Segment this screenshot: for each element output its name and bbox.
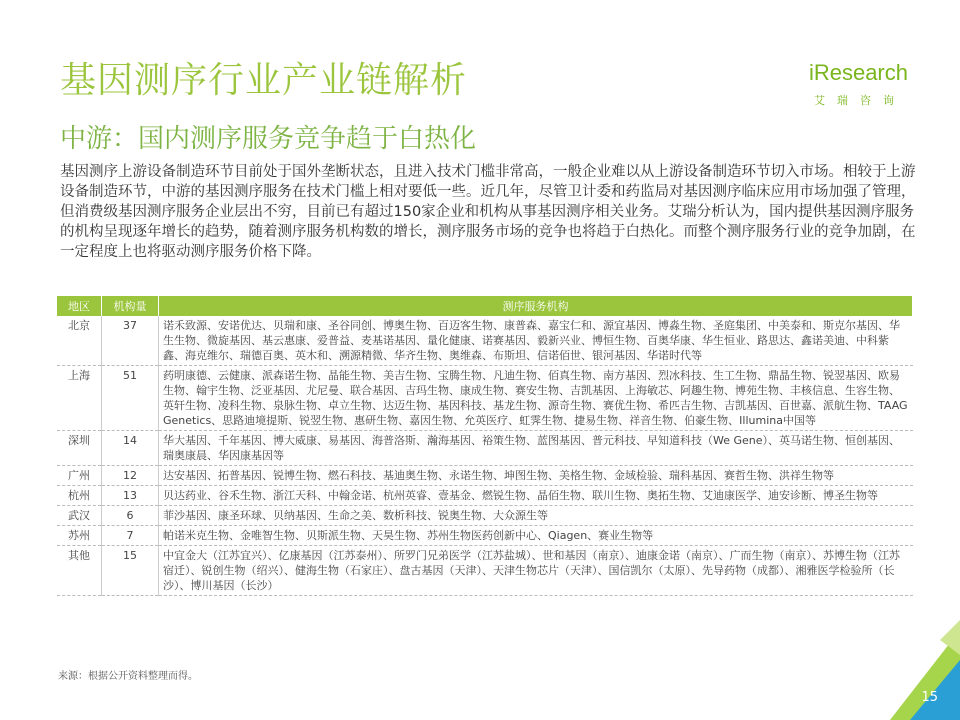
cell-orgs: 中宜金大（江苏宜兴）、亿康基因（江苏泰州）、所罗门兄弟医学（江苏盐城）、世和基因（南京）、迪康金诺（南京）、广而生物（南京）、苏博生物（江苏宿迁）、锐创生物（绍兴）、健海生物（石家庄）、盘古基因（天津）、天津生物芯片（天津）、国信凯尔（太原）、先导药物（成都）、湘雅医学检验所（长沙）、博川基因（长沙） bbox=[159, 546, 913, 596]
iresearch-logo bbox=[748, 60, 908, 115]
table-row bbox=[57, 466, 913, 486]
cell-count: 51 bbox=[102, 366, 159, 431]
cell-region: 北京 bbox=[57, 316, 102, 366]
cell-count: 14 bbox=[102, 431, 159, 466]
header-orgs: 测序服务机构 bbox=[159, 296, 913, 316]
cell-region: 杭州 bbox=[57, 486, 102, 506]
cell-orgs: 药明康德、云健康、派森诺生物、晶能生物、美吉生物、宝腾生物、凡迪生物、佰真生物、南方基因、烈冰科技、生工生物、鼎晶生物、锐翌基因、欧易生物、翰宇生物、泛亚基因、尤尼曼、联合基因、吉玛生物、康成生物、赛安生物、吉凯基因、上海敏芯、阿趣生物、博苑生物、丰核信息、生容生物、英轩生物、凌科生物、泉脉生物、卓立生物、达迈生物、基因科技、基龙生物、源奇生物、赛优生物、希匹吉生物、吉凯基因、百世嘉、派航生物、TAAG Genetics、思路迪境提斯、锐翌生物、惠研生物、嘉因生物、允英医疗、虹霁生物、捷易生物、祥音生物、伯豪生物、Illumina中国等 bbox=[159, 366, 913, 431]
cell-region: 广州 bbox=[57, 466, 102, 486]
table-row bbox=[57, 526, 913, 546]
cell-orgs: 帕诺米克生物、金唯智生物、贝斯派生物、天昊生物、苏州生物医药创新中心、Qiagen、赛业生物等 bbox=[159, 526, 913, 546]
page-number: 15 bbox=[921, 690, 938, 705]
cell-region: 深圳 bbox=[57, 431, 102, 466]
cell-count: 12 bbox=[102, 466, 159, 486]
logo-brand: iResearch bbox=[808, 60, 908, 85]
cell-orgs: 菲沙基因、康圣环球、贝纳基因、生命之美、数析科技、锐奥生物、大众源生等 bbox=[159, 506, 913, 526]
table-row bbox=[57, 431, 913, 466]
cell-orgs: 华大基因、千年基因、博大威康、易基因、海普洛斯、瀚海基因、裕策生物、蓝图基因、普元科技、早知道科技（We Gene）、英马诺生物、恒创基因、瑞奥康晨、华因康基因等 bbox=[159, 431, 913, 466]
cell-region: 上海 bbox=[57, 366, 102, 431]
cell-count: 13 bbox=[102, 486, 159, 506]
source-note: 来源：根据公开资料整理而得。 bbox=[58, 671, 198, 682]
table-row bbox=[57, 546, 913, 596]
intro-paragraph: 基因测序上游设备制造环节目前处于国外垄断状态，且进入技术门槛非常高，一般企业难以从上游设备制造环节切入市场。相较于上游设备制造环节，中游的基因测序服务在技术门槛上相对要低一些。近几年，尽管卫计委和药监局对基因测序临床应用市场加强了管理，但消费级基因测序服务企业层出不穷，目前已有超过150家企业和机构从事基因测序相关业务。艾瑞分析认为，国内提供基因测序服务的机构呈现逐年增长的趋势，随着测序服务机构数的增长，测序服务市场的竞争也将趋于白热化。而整个测序服务行业的竞争加剧，在一定程度上也将驱动测序服务价格下降。 bbox=[60, 164, 916, 260]
page-subtitle: 中游：国内测序服务竞争趋于白热化 bbox=[60, 124, 477, 154]
cell-region: 苏州 bbox=[57, 526, 102, 546]
cell-count: 6 bbox=[102, 506, 159, 526]
cell-count: 7 bbox=[102, 526, 159, 546]
table-row bbox=[57, 486, 913, 506]
corner-decoration bbox=[870, 620, 960, 720]
cell-orgs: 达安基因、拓普基因、锐博生物、燃石科技、基迪奥生物、永诺生物、坤图生物、美格生物、金域检验、瑞科基因、赛哲生物、洪祥生物等 bbox=[159, 466, 913, 486]
cell-orgs: 诺禾致源、安诺优达、贝瑞和康、圣谷同创、博奥生物、百迈客生物、康普森、嘉宝仁和、源宜基因、博淼生物、圣庭集团、中美泰和、斯克尔基因、华生生物、微旋基因、基云惠康、爱普益、麦基诺基因、量化健康、诺赛基因、毅新兴业、博恒生物、百奥华康、华生恒业、路思达、鑫诺美迪、中科紫鑫、海克维尔、瑞德百奥、英木和、溯源精微、华齐生物、奥维森、布斯坦、信诺佰世、银河基因、华诺时代等 bbox=[159, 316, 913, 366]
table-row bbox=[57, 366, 913, 431]
header-count: 机构量 bbox=[102, 296, 159, 316]
page-title: 基因测序行业产业链解析 bbox=[60, 60, 468, 101]
header-region: 地区 bbox=[57, 296, 102, 316]
cell-count: 15 bbox=[102, 546, 159, 596]
cell-orgs: 贝达药业、谷禾生物、浙江天科、中翰金诺、杭州英睿、壹基金、燃锐生物、晶佰生物、联川生物、奥拓生物、艾迪康医学、迪安诊断、博圣生物等 bbox=[159, 486, 913, 506]
logo-sub: 艾瑞咨询 bbox=[814, 94, 906, 107]
cell-region: 武汉 bbox=[57, 506, 102, 526]
cell-count: 37 bbox=[102, 316, 159, 366]
sequencing-service-table bbox=[57, 296, 913, 596]
table-row bbox=[57, 506, 913, 526]
table-row bbox=[57, 316, 913, 366]
cell-region: 其他 bbox=[57, 546, 102, 596]
table-header-row bbox=[57, 296, 913, 316]
